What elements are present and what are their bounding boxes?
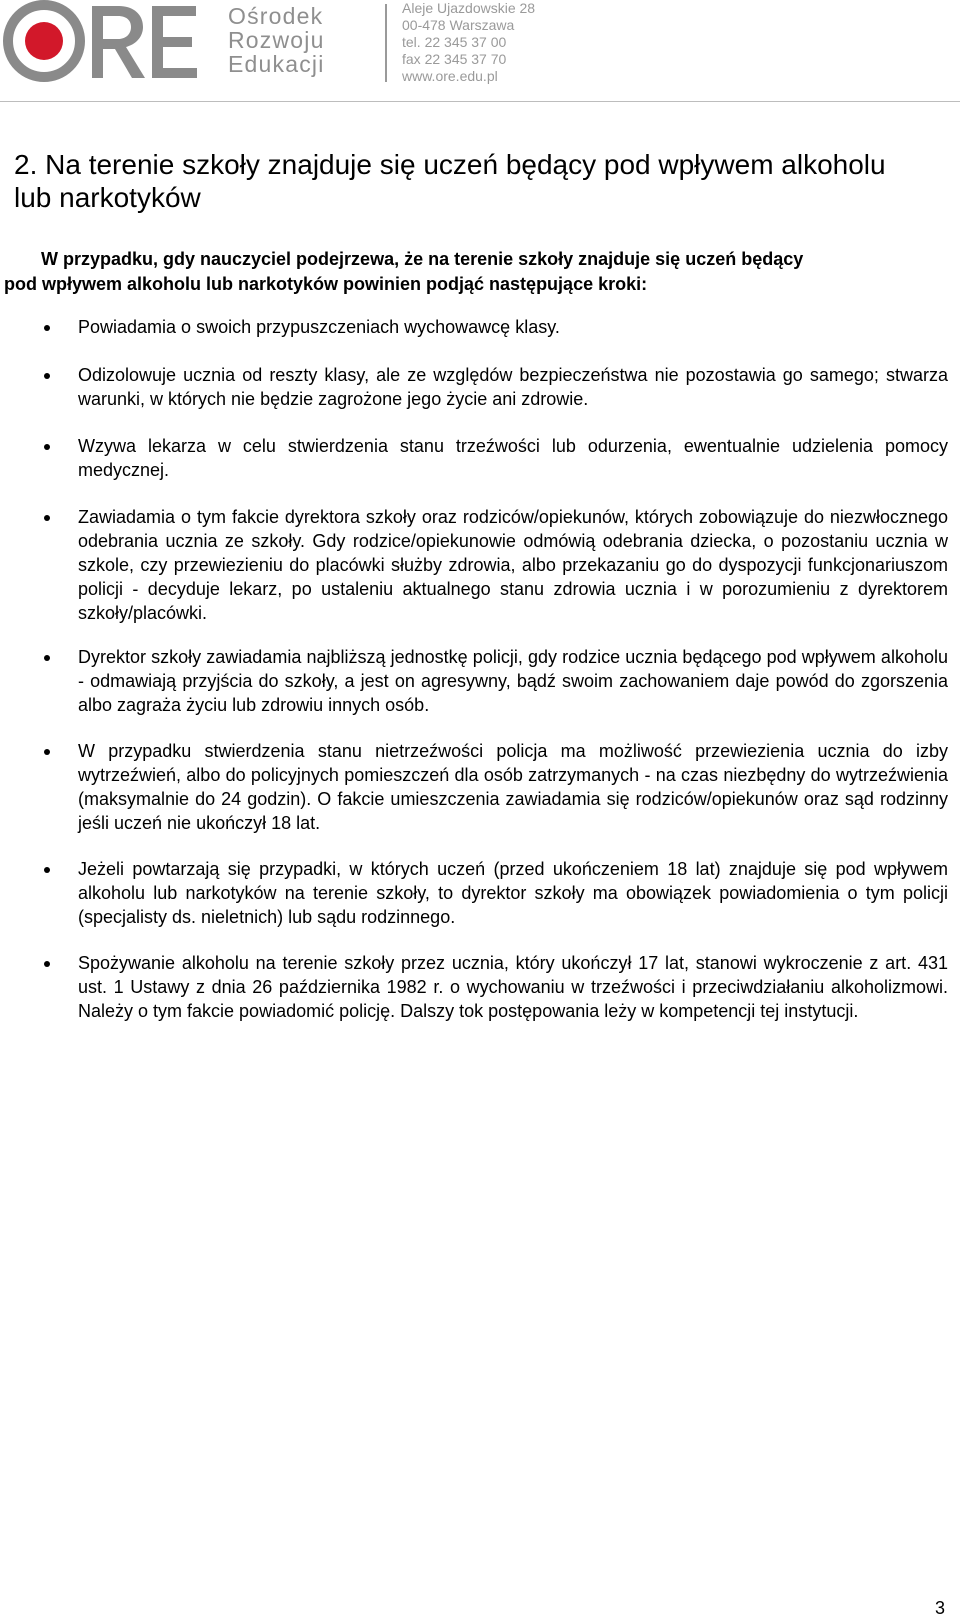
list-item-text: Wzywa lekarza w celu stwierdzenia stanu trzeźwości lub odurzenia, ewentualnie udzielenia pomocy medycznej. xyxy=(78,436,948,480)
bullet-icon xyxy=(44,325,50,331)
contact-city: 00-478 Warszawa xyxy=(402,17,515,33)
bullet-icon xyxy=(44,655,50,661)
org-name-line: Rozwoju xyxy=(228,27,325,53)
bullet-icon xyxy=(44,515,50,521)
list-item xyxy=(78,857,948,929)
section-title: 2. Na terenie szkoły znajduje się uczeń będący pod wpływem alkoholu lub narkotyków xyxy=(14,149,886,213)
list-item xyxy=(78,951,948,1023)
contact-block xyxy=(402,0,535,85)
list-item xyxy=(78,434,948,482)
bullet-icon xyxy=(44,444,50,450)
ore-logo xyxy=(0,0,225,92)
bullet-icon xyxy=(44,961,50,967)
bullet-icon xyxy=(44,373,50,379)
list-item xyxy=(78,505,948,625)
contact-website[interactable]: www.ore.edu.pl xyxy=(402,68,498,84)
intro-paragraph-line2: pod wpływem alkoholu lub narkotyków powinien podjąć następujące kroki: xyxy=(4,274,648,294)
list-item xyxy=(78,645,948,717)
list-item-text: Spożywanie alkoholu na terenie szkoły przez ucznia, który ukończył 17 lat, stanowi wykroczenie z art. 431 ust. 1 Ustawy z dnia 26 października 1982 r. o wychowaniu w trzeźwości i przeciwdziałaniu alkoholizmowi. Należy o tym fakcie powiadomić policję. Dalszy tok postępowania leży w kompetencji tej instytucji. xyxy=(78,953,948,1021)
list-item-text: Odizolowuje ucznia od reszty klasy, ale ze względów bezpieczeństwa nie pozostawia go samego; stwarza warunki, w których nie będzie zagrożone jego życie ani zdrowie. xyxy=(78,365,948,409)
org-name-line: Edukacji xyxy=(228,51,325,77)
list-item-text: Powiadamia o swoich przypuszczeniach wychowawcę klasy. xyxy=(78,317,560,337)
org-name-line: Ośrodek xyxy=(228,3,324,29)
bullet-icon xyxy=(44,867,50,873)
list-item xyxy=(78,363,948,411)
list-item-text: W przypadku stwierdzenia stanu nietrzeźwości policja ma możliwość przewiezienia ucznia do izby wytrzeźwień, albo do policyjnych pomieszczeń dla osób zatrzymanych - na czas niezbędny do wytrzeźwienia (maksymalnie do 24 godzin). O fakcie umieszczenia zawiadamia się rodziców/opiekunów oraz sąd rodzinny jeśli uczeń nie ukończył 18 lat. xyxy=(78,741,948,833)
list-item xyxy=(78,739,948,835)
organization-name xyxy=(228,4,325,76)
header-rule xyxy=(0,101,960,102)
page-number: 3 xyxy=(935,1598,946,1618)
page-header xyxy=(0,0,960,104)
list-item-text: Dyrektor szkoły zawiadamia najbliższą jednostkę policji, gdy rodzice ucznia będącego pod wpływem alkoholu - odmawiają przyjścia do szkoły, a jest on agresywny, bądź swoim zachowaniem daje powód do zgorszenia albo zagraża życiu lub zdrowiu innych osób. xyxy=(78,647,948,715)
list-item-text: Zawiadamia o tym fakcie dyrektora szkoły oraz rodziców/opiekunów, których zobowiązuje do niezwłocznego odebrania ucznia ze szkoły. Gdy rodzice/opiekunowie odmówią odebrania dziecka, o pozostaniu ucznia w szkole, czy przewiezieniu do placówki służby zdrowia, albo przekazaniu go do dyspozycji funkcjonariuszom policji - decyduje lekarz, po ustaleniu aktualnego stanu zdrowia ucznia i w porozumieniu z dyrektorem szkoły/placówki. xyxy=(78,507,948,623)
contact-address: Aleje Ujazdowskie 28 xyxy=(402,0,536,16)
contact-fax: fax 22 345 37 70 xyxy=(402,51,507,67)
list-item-text: Jeżeli powtarzają się przypadki, w których uczeń (przed ukończeniem 18 lat) znajduje się pod wpływem alkoholu lub narkotyków na terenie szkoły, to dyrektor szkoły ma obowiązek powiadomienia o tym policji (specjalisty ds. nieletnich) lub sądu rodzinnego. xyxy=(78,859,948,927)
bullet-icon xyxy=(44,749,50,755)
contact-phone: tel. 22 345 37 00 xyxy=(402,34,507,50)
intro-paragraph-line1: W przypadku, gdy nauczyciel podejrzewa, że na terenie szkoły znajduje się uczeń będący xyxy=(41,249,804,269)
header-divider xyxy=(385,4,387,82)
list-item xyxy=(78,315,948,339)
